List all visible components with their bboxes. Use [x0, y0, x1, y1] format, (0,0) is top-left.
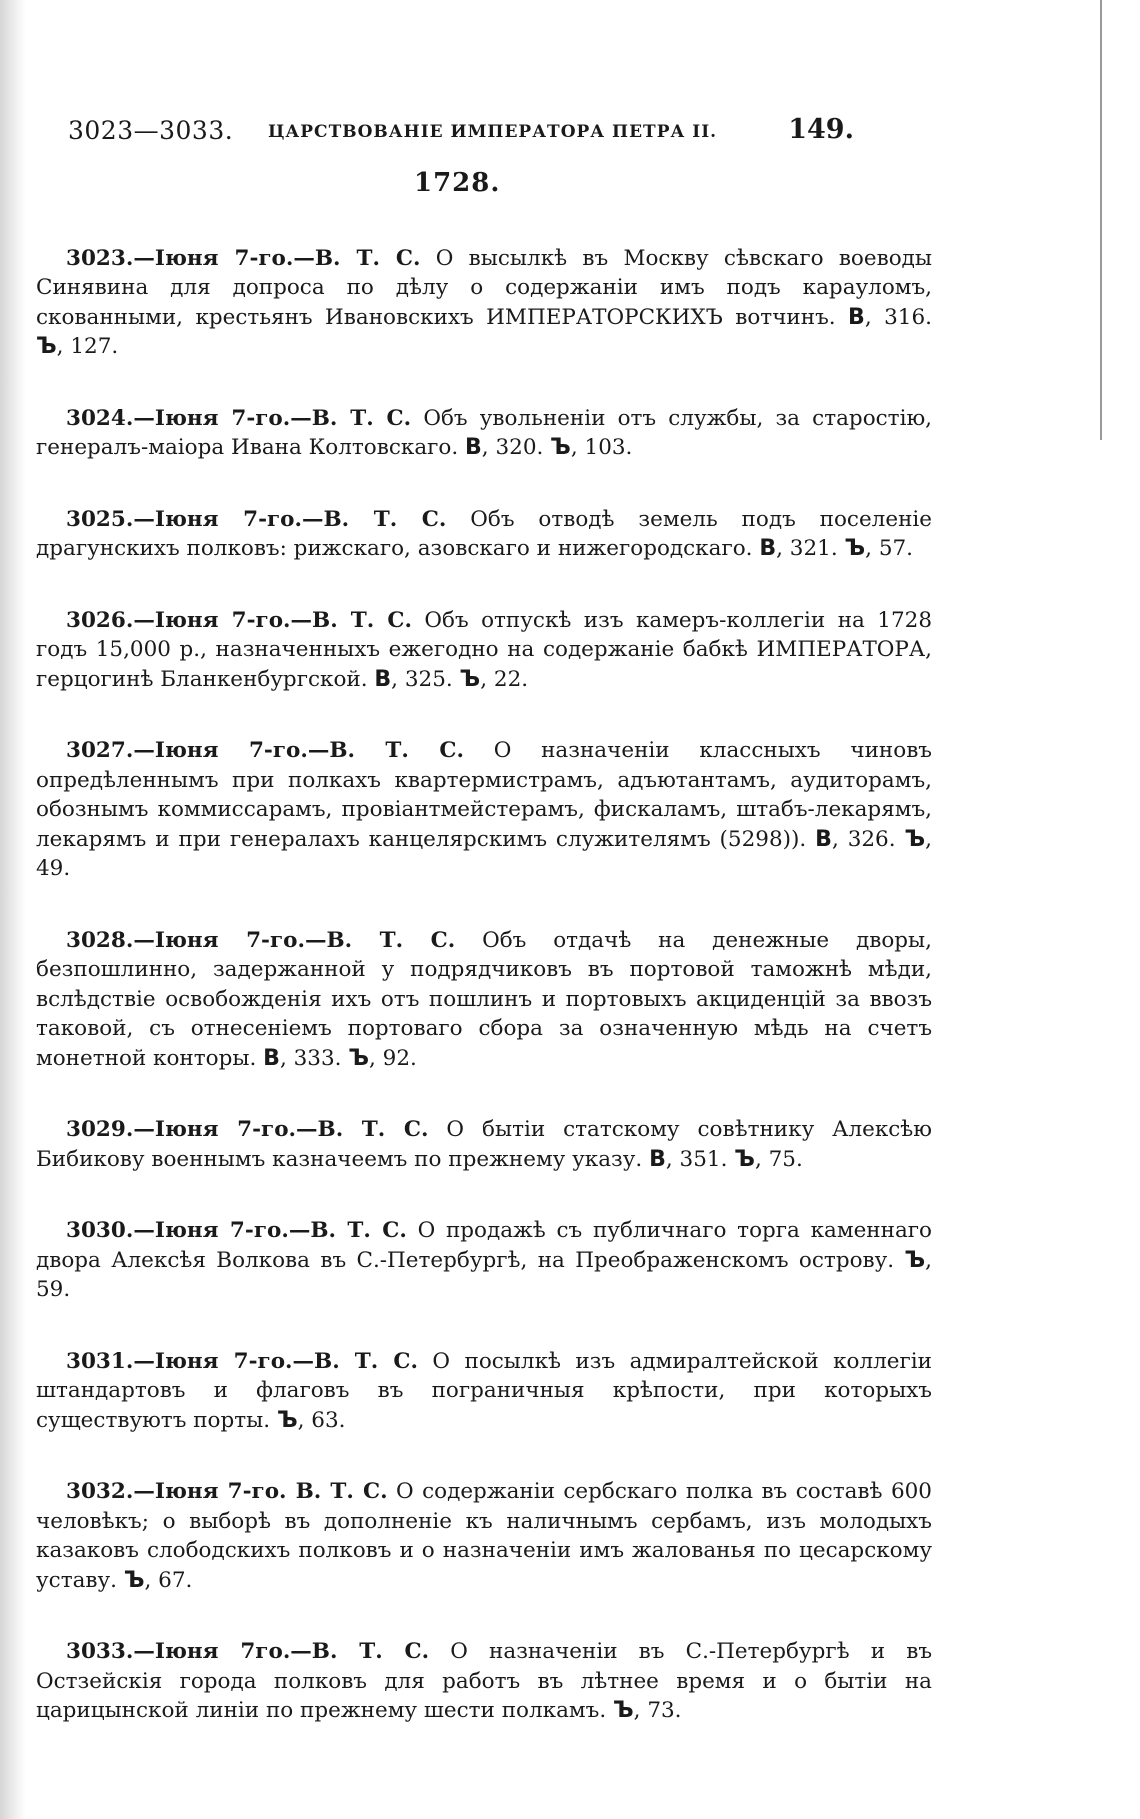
ref-source-ya: Ъ: [844, 536, 866, 561]
entry-date: —Іюня 7-го.—В. Т. С.: [133, 738, 464, 763]
ref-source-ya: Ъ: [904, 826, 926, 852]
entry-date: —Іюня 7-го.—В. Т. С.: [133, 607, 412, 633]
ref-source-b-value: , 321.: [776, 536, 845, 561]
ref-source-b: В: [815, 826, 832, 852]
page-edge-rule: [1100, 0, 1102, 440]
ref-source-b-value: , 316.: [864, 304, 932, 330]
ref-source-ya: Ъ: [36, 334, 57, 359]
entry-text: О бытіи статскому совѣтнику Алексѣю Бибикову военнымъ казначеемъ по прежнему указу.: [36, 1117, 932, 1172]
ref-source-ya: Ъ: [348, 1045, 369, 1071]
entry: [36, 1115, 932, 1174]
ref-source-ya-value: , 127.: [56, 334, 119, 359]
ref-source-ya-value: , 63.: [297, 1407, 346, 1433]
entries-list: [36, 222, 932, 1768]
ref-source-b-value: , 333.: [279, 1045, 349, 1071]
entry: [36, 736, 932, 884]
entry-text: О высылкѣ въ Москву сѣвскаго воеводы Синявина для допроса по дѣлу о содержаніи имъ подъ карауломъ, скованными, крестьянъ Ивановскихъ ИМПЕРАТОРСКИХЪ вотчинъ.: [36, 245, 932, 330]
entry-text: О продажѣ съ публичнаго торга каменнаго двора Алексѣя Волкова въ С.-Петербургѣ, на Преображенскомъ острову.: [36, 1218, 932, 1273]
entry: [36, 404, 932, 463]
ref-source-ya: Ъ: [550, 435, 571, 460]
entry: [36, 1347, 932, 1436]
ref-source-ya: Ъ: [734, 1146, 755, 1172]
running-header: [68, 110, 858, 150]
entry-number: 3030.: [66, 1218, 134, 1243]
ref-source-b: В: [374, 666, 392, 692]
entry-number: 3029.: [66, 1117, 134, 1142]
ref-source-ya-value: , 92.: [368, 1045, 417, 1071]
ref-source-ya-value: , 73.: [633, 1698, 682, 1723]
entry-date: —Іюня 7-го.—В. Т. С.: [133, 405, 412, 431]
entry-date: —Іюня 7-го.—В. Т. С.: [133, 1348, 418, 1374]
entry: [36, 505, 932, 564]
entry-date: —Іюня 7-го. В. Т. С.: [133, 1479, 388, 1504]
ref-source-b: В: [465, 435, 482, 460]
ref-source-b-value: , 320.: [481, 435, 551, 460]
ref-source-ya-value: , 67.: [144, 1567, 193, 1593]
entry: [36, 606, 932, 695]
ref-source-ya-value: , 75.: [754, 1146, 803, 1172]
entry-number: 3033.: [66, 1639, 134, 1664]
ref-source-ya: Ъ: [904, 1247, 926, 1273]
ref-source-b: В: [649, 1146, 666, 1172]
ref-source-b: В: [759, 536, 777, 561]
entry-number: 3025.: [66, 506, 134, 532]
running-title: ЦАРСТВОВАНІЕ ИМПЕРАТОРА ПЕТРА II.: [268, 122, 718, 142]
ref-source-ya-value: , 103.: [570, 435, 633, 460]
entry-date: —Іюня 7-го.—В. Т. С.: [133, 1218, 407, 1243]
ref-source-ya-value: , 49.: [36, 826, 933, 881]
ref-source-ya: Ъ: [276, 1407, 298, 1433]
ref-source-b: В: [848, 304, 865, 330]
entry-text: Объ отдачѣ на денежные дворы, безпошлинно, задержанной у подрядчиковъ въ портовой таможнѣ мѣди, вслѣдствіе освобожденія ихъ отъ пошлинъ и портовыхъ акциденцій за ввозъ таковой, съ отнесеніемъ портоваго сбора за означенную мѣдь на счетъ монетной конторы.: [36, 927, 932, 1071]
ref-source-ya-value: , 59.: [36, 1247, 932, 1302]
entry-date: —Іюня 7го.—В. Т. С.: [133, 1639, 430, 1664]
entry: [36, 244, 932, 362]
entry: [36, 1477, 932, 1595]
entry-number: 3028.: [66, 927, 134, 953]
entry-number: 3023.: [66, 245, 134, 271]
ref-source-ya-value: , 22.: [480, 666, 529, 692]
entry: [36, 926, 932, 1074]
ref-source-b: В: [263, 1045, 280, 1071]
ref-source-b-value: , 351.: [665, 1146, 735, 1172]
year-heading: 1728.: [414, 168, 501, 198]
ref-source-b-value: , 326.: [831, 826, 905, 852]
entry-text: Объ отпускѣ изъ камеръ-коллегіи на 1728 годъ 15,000 р., назначенныхъ ежегодно на содержаніе бабкѣ ИМПЕРАТОРА, герцогинѣ Бланкенбургской.: [36, 607, 932, 692]
entry-date: —Іюня 7-го.—В. Т. С.: [133, 1117, 429, 1142]
entry-number: 3026.: [66, 607, 134, 633]
entry: [36, 1637, 932, 1726]
ref-source-ya-value: , 57.: [865, 536, 914, 561]
ref-source-ya: Ъ: [123, 1567, 145, 1593]
binding-gutter-shadow: [0, 0, 26, 1819]
entry-text: О назначеніи въ С.-Петербургѣ и въ Остзейскія города полковъ для работъ въ лѣтнее время и о бытіи на царицынской линіи по прежнему шести полкамъ.: [36, 1639, 932, 1723]
entry-text: Объ отводѣ земель подъ поселеніе драгунскихъ полковъ: рижскаго, азовскаго и нижегородскаго.: [36, 506, 932, 561]
entry-number: 3031.: [66, 1348, 134, 1374]
ref-source-b-value: , 325.: [391, 666, 460, 692]
entry: [36, 1216, 932, 1305]
entry-text: О назначеніи классныхъ чиновъ опредѣленнымъ при полкахъ квартермистрамъ, адъютантамъ, аудиторамъ, обознымъ коммиссарамъ, провіантмейстерамъ, фискаламъ, штабъ-лекарямъ, лекарямъ и при генералахъ канцелярскимъ служителямъ (5298)).: [36, 738, 932, 852]
entry-date: —Іюня 7-го.—В. Т. С.: [133, 506, 447, 532]
entry-date: —Іюня 7-го.—В. Т. С.: [133, 245, 421, 271]
entry-text: О содержаніи сербскаго полка въ составѣ 600 человѣкъ; о выборѣ въ дополненіе къ наличнымъ сербамъ, изъ молодыхъ казаковъ слободскихъ полковъ и о назначеніи имъ жалованья по цесарскому уставу.: [36, 1479, 932, 1593]
entry-number: 3027.: [66, 738, 134, 763]
entry-range: 3023—3033.: [68, 116, 234, 145]
entry-number: 3032.: [66, 1479, 134, 1504]
ref-source-ya: Ъ: [459, 666, 481, 692]
entry-text: О посылкѣ изъ адмиралтейской коллегіи штандартовъ и флаговъ въ пограничныя крѣпости, при которыхъ существуютъ порты.: [36, 1348, 932, 1433]
ref-source-ya: Ъ: [612, 1698, 634, 1723]
page-number: 149.: [788, 114, 854, 145]
entry-text: Объ увольненіи отъ службы, за старостію, генералъ-маіора Ивана Колтовскаго.: [36, 405, 932, 460]
entry-date: —Іюня 7-го.—В. Т. С.: [133, 927, 456, 953]
entry-number: 3024.: [66, 405, 134, 431]
